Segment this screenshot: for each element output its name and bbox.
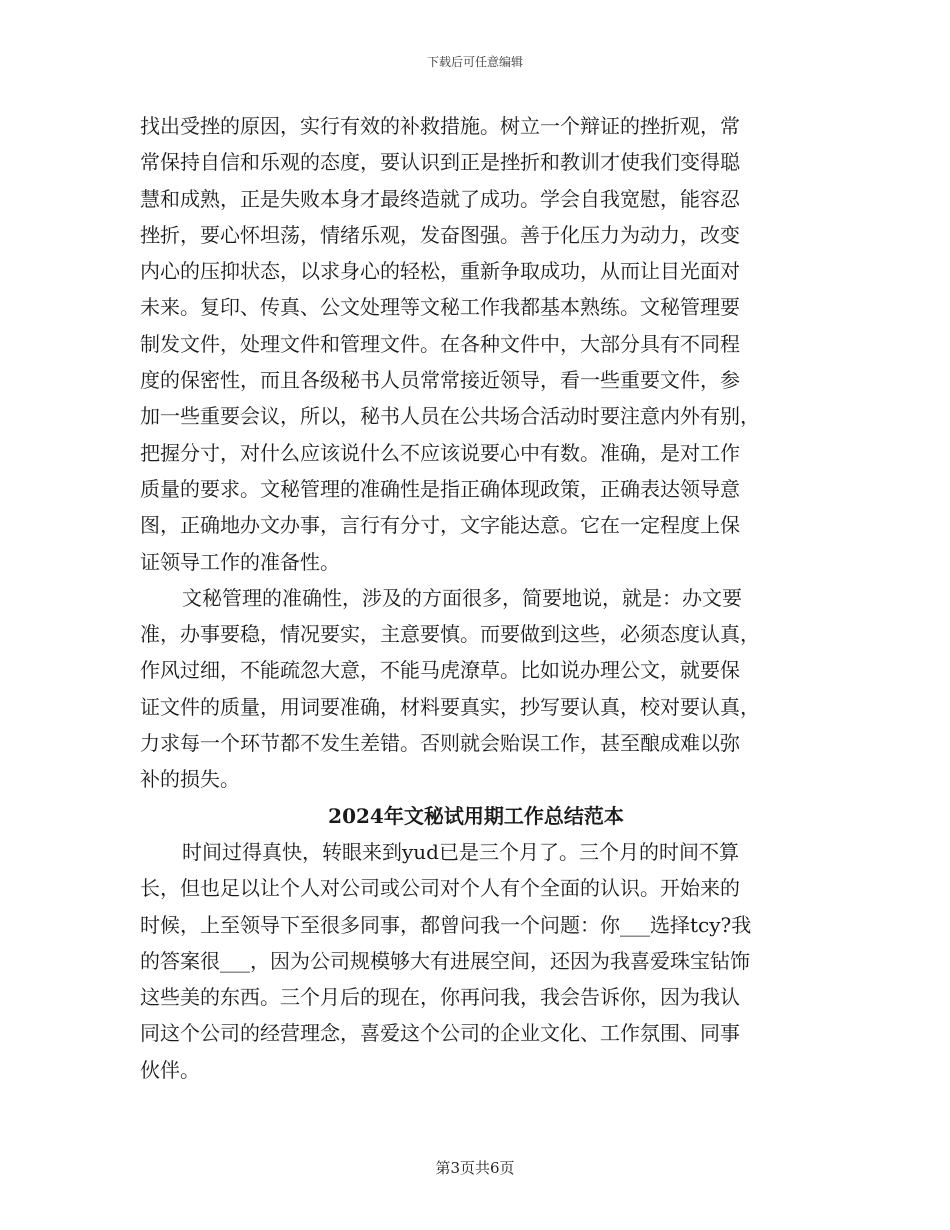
section-title: 2024年文秘试用期工作总结范本 (328, 803, 624, 828)
text-line: 图，正确地办文办事，言行有分寸，文字能达意。它在一定程度上保 (140, 513, 740, 538)
paragraph-1 (140, 108, 812, 580)
text-line: 常保持自信和乐观的态度，要认识到正是挫折和教训才使我们变得聪 (140, 150, 740, 175)
text-line: 制发文件，处理文件和管理文件。在各种文件中，大部分具有不同程 (140, 331, 740, 356)
text-line: 作风过细，不能疏忽大意，不能马虎潦草。比如说办理公文，就要保 (140, 658, 740, 683)
text-line: 度的保密性，而且各级秘书人员常常接近领导，看一些重要文件，参 (140, 368, 740, 393)
page-number: 第3页共6页 (435, 1159, 515, 1177)
paragraph-3 (140, 834, 812, 1088)
text-line: 质量的要求。文秘管理的准确性是指正确体现政策，正确表达领导意 (140, 476, 740, 501)
text-line: 证文件的质量，用词要准确，材料要真实，抄写要认真，校对要认真， (140, 694, 760, 719)
text-line: 时间过得真快，转眼来到yud已是三个月了。三个月的时间不算 (182, 839, 739, 864)
text-line: 把握分寸，对什么应该说什么不应该说要心中有数。准确，是对工作 (140, 440, 740, 465)
text-line: 长，但也足以让个人对公司或公司对个人有个全面的认识。开始来的 (140, 876, 740, 901)
text-line: 这些美的东西。三个月后的现在，你再问我，我会告诉你，因为我认 (140, 985, 740, 1010)
text-line: 准，办事要稳，情况要实，主意要慎。而要做到这些，必须态度认真， (140, 622, 760, 647)
text-line: 的答案很___，因为公司规模够大有进展空间，还因为我喜爱珠宝钻饰 (140, 948, 750, 973)
text-line: 慧和成熟，正是失败本身才最终造就了成功。学会自我宽慰，能容忍 (140, 186, 740, 211)
text-line: 挫折，要心怀坦荡，情绪乐观，发奋图强。善于化压力为动力，改变 (140, 222, 740, 247)
text-line: 找出受挫的原因，实行有效的补救措施。树立一个辩证的挫折观，常 (140, 114, 740, 138)
text-line: 证领导工作的准备性。 (140, 549, 340, 574)
text-line: 补的损失。 (140, 767, 240, 792)
text-line: 未来。复印、传真、公文处理等文秘工作我都基本熟练。文秘管理要 (140, 295, 740, 320)
text-line: 力求每一个环节都不发生差错。否则就会贻误工作，甚至酿成难以弥 (140, 731, 740, 756)
text-line: 伙伴。 (140, 1057, 200, 1082)
text-line: 文秘管理的准确性，涉及的方面很多，简要地说，就是：办文要 (182, 585, 742, 610)
text-line: 内心的压抑状态，以求身心的轻松，重新争取成功，从而让目光面对 (140, 259, 740, 284)
text-line: 同这个公司的经营理念，喜爱这个公司的企业文化、工作氛围、同事 (140, 1021, 740, 1046)
text-line: 加一些重要会议，所以，秘书人员在公共场合活动时要注意内外有别， (140, 404, 760, 429)
paragraph-2 (140, 580, 812, 798)
text-line: 时候，上至领导下至很多同事，都曾问我一个问题：你___选择tcy?我 (140, 912, 752, 937)
page-header: 下载后可任意编辑 (426, 55, 523, 69)
document-body (140, 108, 812, 1088)
